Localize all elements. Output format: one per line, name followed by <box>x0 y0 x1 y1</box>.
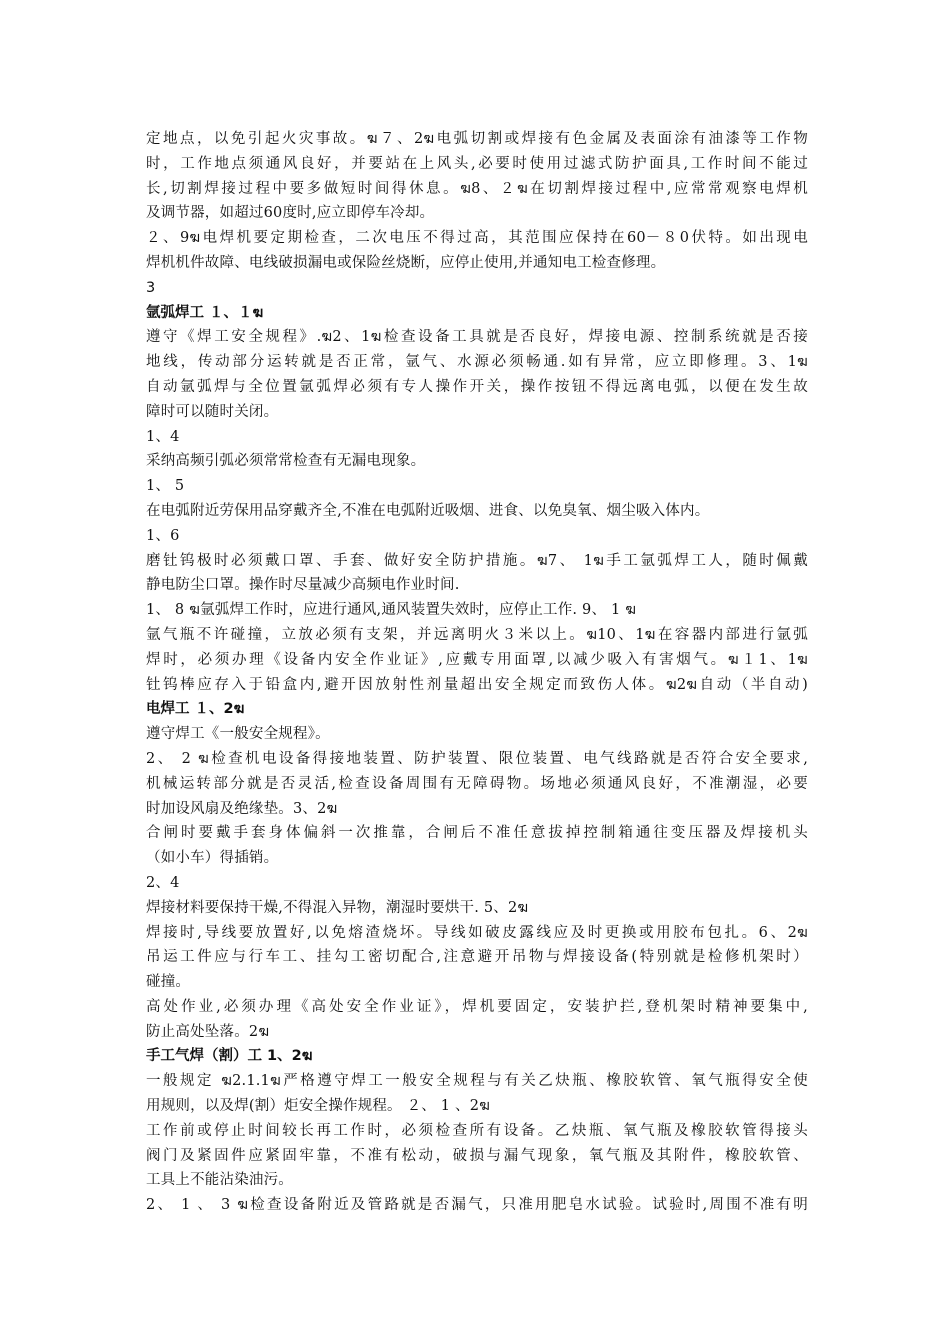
text-line: 静电防尘口罩。操作时尽量减少高频电作业时间. <box>146 577 460 594</box>
text-line: 氩气瓶不许碰撞，立放必须有支架，并远离明火３米以上。ฆ10、1ฆ在容器内部进行氩弧 <box>146 626 808 643</box>
text-line: 吊运工件应与行车工、挂勾工密切配合,注意避开吊物与焊接设备(特别就是检修机架时） <box>146 949 808 966</box>
text-line: 一般规定 ฆ2.1.1ฆ严格遵守焊工一般安全规程与有关乙炔瓶、橡胶软管、氧气瓶得安全使 <box>146 1073 808 1090</box>
text-line: 工具上不能沾染油污。 <box>146 1172 293 1189</box>
text-line: 机械运转部分就是否灵活,检查设备周围有无障碍物。场地必须通风良好，不准潮湿，必要 <box>146 775 808 792</box>
text-line: 合闸时要戴手套身体偏斜一次推靠，合闸后不准任意拔掉控制箱通往变压器及焊接机头 <box>146 825 808 842</box>
text-line: 时，工作地点须通风良好，并要站在上风头,必要时使用过滤式防护面具,工作时间不能过 <box>146 155 808 172</box>
text-line: 1、 5 <box>146 478 185 495</box>
text-line: 2、 2 ฆ检查机电设备得接地装置、防护装置、限位装置、电气线路就是否符合安全要求, <box>146 750 808 767</box>
text-line: 1、 8 ฆ氩弧焊工作时，应进行通风,通风装置失效时，应停止工作. 9、 1 ฆ <box>146 602 637 619</box>
text-line: 自动氩弧焊与全位置氩弧焊必须有专人操作开关，操作按钮不得远离电弧，以便在发生故 <box>146 378 808 395</box>
text-line: 2、 1 、 3 ฆ检查设备附近及管路就是否漏气，只准用肥皂水试验。试验时,周围不准有明 <box>146 1197 808 1214</box>
text-line: 及调节器，如超过60度时,应立即停车冷却。 <box>146 205 435 222</box>
section-heading: 氩弧焊工 １、１ฆ <box>146 304 264 321</box>
text-line: 在电弧附近劳保用品穿戴齐全,不准在电弧附近吸烟、进食、以免臭氧、烟尘吸入体内。 <box>146 502 710 519</box>
text-line: 工作前或停止时间较长再工作时，必须检查所有设备。乙炔瓶、氧气瓶及橡胶软管得接头 <box>146 1122 808 1139</box>
text-line: 高处作业,必须办理《高处安全作业证》，焊机要固定，安装护拦,登机架时精神要集中, <box>146 998 808 1015</box>
text-line: ２、9ฆ电焊机要定期检查，二次电压不得过高，其范围应保持在60－８0伏特。如出现电 <box>146 230 808 247</box>
text-line: 地线，传动部分运转就是否正常，氩气、水源必须畅通.如有异常，应立即修理。3、1ฆ <box>146 354 808 371</box>
text-line: 采纳高频引弧必须常常检查有无漏电现象。 <box>146 453 426 470</box>
text-line: 3 <box>146 279 156 296</box>
text-line: 用规则，以及焊(割）炬安全操作规程。 ２、 1 、2ฆ <box>146 1098 491 1115</box>
text-line: 焊接时,导线要放置好,以免熔渣烧坏。导线如破皮露线应及时更换或用胶布包扎。6、2ฆ <box>146 924 808 941</box>
text-line: 1、4 <box>146 428 180 445</box>
text-line: 防止高处坠落。2ฆ <box>146 1023 270 1040</box>
text-line: 遵守《焊工安全规程》.ฆ2、1ฆ检查设备工具就是否良好，焊接电源、控制系统就是否接 <box>146 329 808 346</box>
text-line: 定地点，以免引起火灾事故。ฆ７、2ฆ电弧切割或焊接有色金属及表面涂有油漆等工作物 <box>146 131 808 147</box>
text-line: 2、4 <box>146 874 180 891</box>
text-line: 时加设风扇及绝缘垫。3、2ฆ <box>146 800 338 817</box>
text-line: 1、6 <box>146 527 180 544</box>
text-line: 焊时，必须办理《设备内安全作业证》,应戴专用面罩,以减少吸入有害烟气。ฆ１1、1ฆ <box>146 651 808 668</box>
text-line: 焊机机件故障、电线破损漏电或保险丝烧断，应停止使用,并通知电工检查修理。 <box>146 254 666 271</box>
text-line: 碰撞。 <box>146 974 191 991</box>
text-line: 焊接材料要保持干燥,不得混入异物，潮湿时要烘干. 5、2ฆ <box>146 899 529 916</box>
text-line: 钍钨棒应存入于铅盒内,避开因放射性剂量超出安全规定而致伤人体。ฆ2ฆ自动（半自动) <box>146 676 808 693</box>
section-heading: 手工气焊（割）工 1、2ฆ <box>146 1048 313 1065</box>
text-line: （如小车）得插销。 <box>146 850 279 867</box>
section-heading: 电焊工 １、2ฆ <box>146 701 245 718</box>
text-line: 磨钍钨极时必须戴口罩、手套、做好安全防护措施。ฆ7、 1ฆ手工氩弧焊工人，随时佩戴 <box>146 552 808 569</box>
text-line: 长,切割焊接过程中要多做短时间得休息。ฆ8、２ฆ在切割焊接过程中,应常常观察电焊机 <box>146 180 808 197</box>
text-line: 遵守焊工《一般安全规程》。 <box>146 726 330 743</box>
text-line: 障时可以随时关闭。 <box>146 403 279 420</box>
document-page <box>146 127 808 1218</box>
text-line: 阀门及紧固件应紧固牢靠，不准有松动，破损与漏气现象，氧气瓶及其附件，橡胶软管、 <box>146 1147 808 1164</box>
